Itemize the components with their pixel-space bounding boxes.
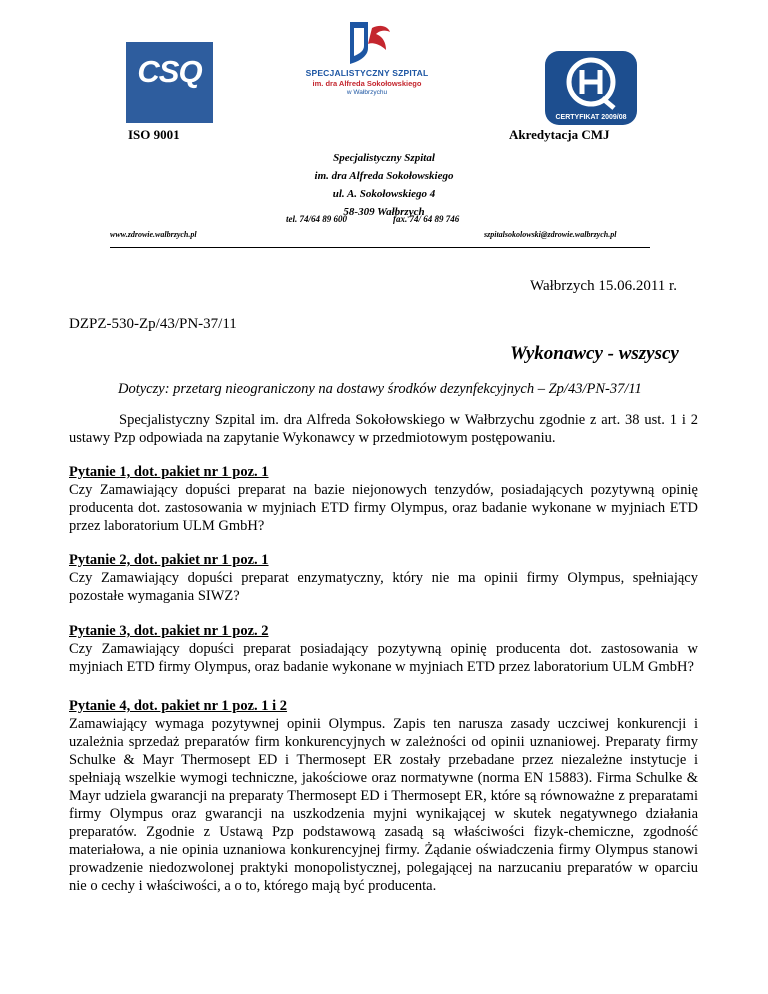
- iso-9001-label: ISO 9001: [128, 127, 180, 142]
- question-2-title: Pytanie 2, dot. pakiet nr 1 poz. 1: [69, 552, 269, 568]
- question-2-text: Czy Zamawiający dopuści preparat enzymatyczny, który nie ma opinii firmy Olympus, spełniający pozostałe wymagania SIWZ?: [69, 570, 698, 604]
- hospital-logo-line2: im. dra Alfreda Sokołowskiego: [312, 79, 422, 88]
- letter-date: Wałbrzych 15.06.2011 r.: [530, 278, 677, 294]
- header-divider: [110, 247, 650, 248]
- letter-intro: Specjalistyczny Szpital im. dra Alfreda Sokołowskiego w Wałbrzychu zgodnie z art. 38 ust. 1 i 2 ustawy Pzp odpowiada na zapytanie Wykonawcy w przedmiotowym postępowaniu.: [69, 412, 698, 446]
- header-website-link[interactable]: www.zdrowie.walbrzych.pl: [110, 230, 197, 239]
- header-street: ul. A. Sokołowskiego 4: [332, 188, 436, 200]
- cmj-logo: [544, 50, 638, 131]
- hospital-logo: [300, 18, 434, 96]
- question-3: [69, 622, 698, 676]
- hospital-shield-icon: [342, 18, 392, 66]
- question-3-text: Czy Zamawiający dopuści preparat posiadający pozytywną opinię producenta dot. zastosowania w myjniach ETD firmy Olympus, oraz badanie wykonane w myjniach ETD przez laboratorium ULM GmbH?: [69, 641, 698, 675]
- question-3-title: Pytanie 3, dot. pakiet nr 1 poz. 2: [69, 623, 269, 639]
- header-hospital-name2: im. dra Alfreda Sokołowskiego: [314, 170, 454, 182]
- header-fax: fax. 74/ 64 89 746: [393, 214, 460, 224]
- question-4-text: Zamawiający wymaga pozytywnej opinii Olympus. Zapis ten narusza zasady uczciwej konkurencji i uzależnia sprzedaż preparatów firm konkurencyjnych w zależności od opinii uznaniowej. Preparaty firmy Schulke & Mayr Thermosept ED i Thermosept ER zostały przebadane przez niezależne instytucje i spełniają wszelkie wymogi techniczne, jakościowe oraz normatywne (norma EN 15883). Firma Schulke & Mayr udziela gwarancji na preparaty Thermosept ED i Thermosept ER, które są równoważne z preparatami firmy Olympus oraz gwarancji na uszkodzenia myjni wynikającej w skutek negatywnego działania preparatów. Zgodnie z Ustawą Pzp podstawową zasadą są właściwości fizyk-chemiczne, zgodność materiałowa, a nie opinia uznaniowa konkurencyjnej firmy. Żądanie oświadczenia firmy Olympus stanowi prowadzenie niedozwolonej praktyki monopolistycznej, polegającej na narzucaniu preparatów w oparciu nie o cechy i właściwości, a o to, którego mają być producenta.: [69, 716, 698, 894]
- header-email-link[interactable]: szpitalsokolowski@zdrowie.walbrzych.pl: [484, 230, 617, 239]
- cmj-badge-icon: [544, 50, 638, 126]
- letter-recipient: Wykonawcy - wszyscy: [510, 343, 679, 364]
- question-4: [69, 697, 698, 895]
- hospital-logo-line1: SPECJALISTYCZNY SZPITAL: [305, 68, 429, 78]
- csq-logo: [126, 42, 213, 123]
- question-4-title: Pytanie 4, dot. pakiet nr 1 poz. 1 i 2: [69, 698, 288, 714]
- header-hospital-name: Specjalistyczny Szpital: [333, 152, 435, 164]
- letter-subject: Dotyczy: przetarg nieograniczony na dostawy środków dezynfekcyjnych – Zp/43/PN-37/11: [118, 381, 642, 397]
- question-1-title: Pytanie 1, dot. pakiet nr 1 poz. 1: [69, 464, 269, 480]
- cmj-accreditation-label: Akredytacja CMJ: [509, 127, 610, 142]
- hospital-logo-line3: w Wałbrzychu: [346, 89, 388, 96]
- question-1-text: Czy Zamawiający dopuści preparat na bazie niejonowych tenzydów, posiadających pozytywną opinię producenta dot. zastosowania w myjniach ETD firmy Olympus, oraz badanie wykonane w myjniach ETD przez laboratorium ULM GmbH?: [69, 482, 698, 534]
- header-city: 58-309 Wałbrzych: [343, 206, 425, 218]
- question-1: [69, 463, 698, 535]
- letter-reference: DZPZ-530-Zp/43/PN-37/11: [69, 316, 237, 332]
- cmj-badge-text: CERTYFIKAT 2009/08: [555, 114, 627, 121]
- header-phone: tel. 74/64 89 600: [286, 214, 347, 224]
- question-2: [69, 551, 698, 605]
- csq-logo-text: CSQ: [137, 54, 202, 89]
